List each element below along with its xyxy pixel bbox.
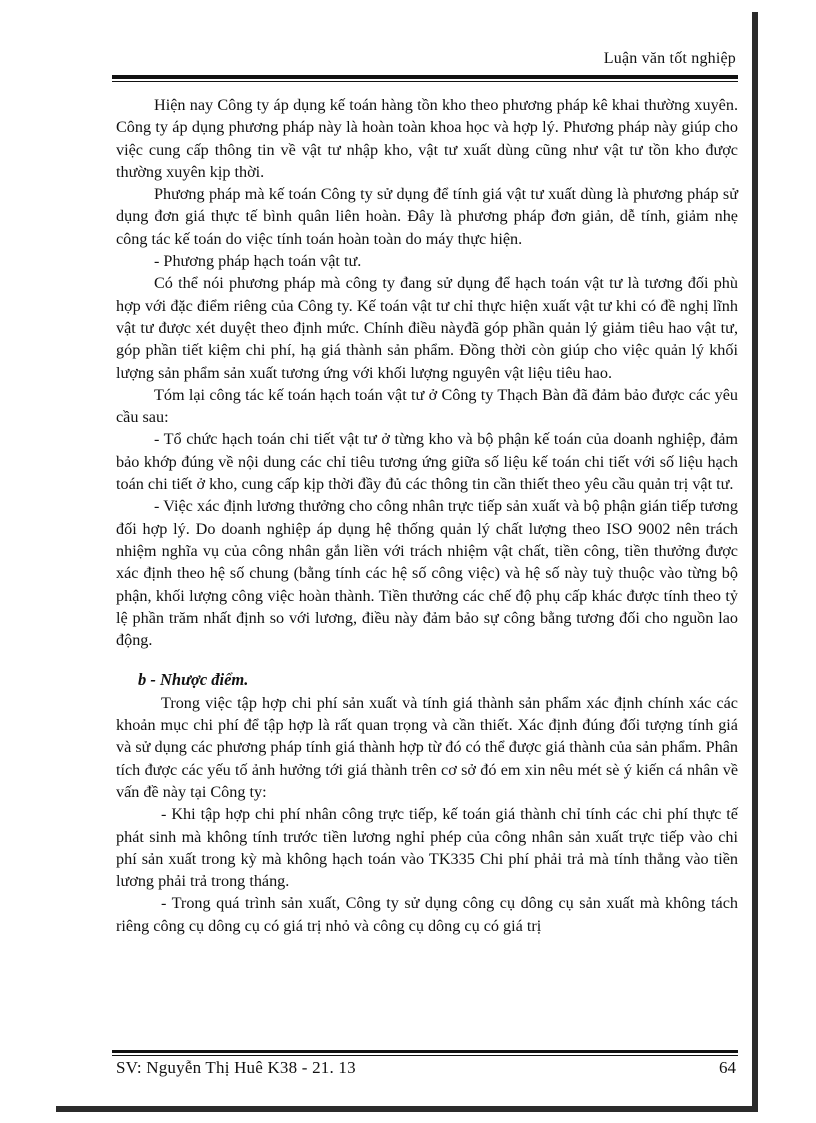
footer-rule-thick (112, 1050, 738, 1053)
header-title: Luận văn tốt nghiệp (603, 50, 736, 67)
section-gap (116, 651, 738, 669)
paragraph-10: - Trong quá trình sản xuất, Công ty sử dụng công cụ dông cụ sản xuất mà không tách riêng công cụ dông cụ có giá trị nhỏ và công cụ dông cụ có giá trị (116, 894, 738, 935)
footer-student-info: SV: Nguyễn Thị Huê K38 - 21. 13 (116, 1058, 356, 1077)
section-heading: b - Nhược điểm. (138, 670, 249, 690)
paragraph-7: - Việc xác định lương thưởng cho công nhân trực tiếp sản xuất và bộ phận gián tiếp tương đối hợp lý. Do doanh nghiệp áp dụng hệ thống quản lý chất lượng theo ISO 9002 nên trách nhiệm nghĩa vụ của công nhân gắn liền với trách nhiệm vật chất, tiền công, tiền thưởng được xác định theo hệ số chung (bằng tính các hệ số công việc) và hệ số này tuỳ thuộc vào từng bộ phận, khối lượng công việc hoàn thành. Tiền thưởng các chế độ phụ cấp khác được tính theo tỷ lệ phần trăm nhất định so với lương, điều này đảm bảo sự công bằng tương đối cho nguồn lao động. (116, 497, 738, 650)
paragraph-6: - Tổ chức hạch toán chi tiết vật tư ở từng kho và bộ phận kế toán của doanh nghiệp, đảm bảo khớp đúng về nội dung các chỉ tiêu tương ứng giữa số liệu kế toán chi tiết với số liệu hạch toán chi tiết ở kho, cung cấp kịp thời đầy đủ các thông tin cần thiết theo yêu cầu quản trị vật tư. (116, 430, 738, 494)
header-rule-thin (112, 81, 738, 82)
body-content (116, 94, 738, 937)
footer-rule-thin (112, 1055, 738, 1056)
header-rule-thick (112, 75, 738, 79)
paragraph-4: Có thể nói phương pháp mà công ty đang sử dụng để hạch toán vật tư là tương đối phù hợp với đặc điểm riêng của Công ty. Kế toán vật tư chỉ thực hiện xuất vật tư khi có đề nghị lĩnh vật tư được xét duyệt theo định mức. Chính điều nàyđã góp phần quản lý giảm tiêu hao vật tư, góp phần tiết kiệm chi phí, hạ giá thành sản phẩm. Đồng thời còn giúp cho việc quản lý khối lượng sản phẩm sản xuất tương ứng với khối lượng nguyên vật liệu tiêu hao. (116, 274, 738, 382)
paragraph-2: Phương pháp mà kế toán Công ty sử dụng để tính giá vật tư xuất dùng là phương pháp sử dụng đơn giá thực tế bình quân liên hoàn. Đây là phương pháp đơn giản, dễ tính, giảm nhẹ công tác kế toán do việc tính toán hoàn toàn do máy thực hiện. (116, 185, 738, 248)
paragraph-8: Trong việc tập hợp chi phí sản xuất và tính giá thành sản phẩm xác định chính xác các khoản mục chi phí để tập hợp là rất quan trọng và cần thiết. Xác định đúng đối tượng tính giá và sử dụng các phương pháp tính giá thành hợp từ đó có thể được giá thành của sản phẩm. Phân tích được các yếu tố ảnh hưởng tới giá thành trên cơ sở đó em xin nêu mét sè ý kiến cá nhân về vấn đề này tại Công ty: (116, 693, 738, 801)
paragraph-5: Tóm lại công tác kế toán hạch toán vật tư ở Công ty Thạch Bàn đã đảm bảo được các yêu cầu sau: (116, 385, 738, 427)
paragraph-9: - Khi tập hợp chi phí nhân công trực tiếp, kế toán giá thành chỉ tính các chi phí thực tế phát sinh mà không tính trước tiền lương nghỉ phép của công nhân sản xuất trực tiếp vào chi phí sản xuất trong kỳ mà không hạch toán vào TK335 Chi phí phải trả mà tính thẳng vào tiền lương phải trả trong tháng. (116, 805, 738, 891)
paragraph-1: Hiện nay Công ty áp dụng kế toán hàng tồn kho theo phương pháp kê khai thường xuyên. Công ty áp dụng phương pháp này là hoàn toàn khoa học và hợp lý. Phương pháp này giúp cho việc cung cấp thông tin về vật tư nhập kho, vật tư xuất dùng cũng như vật tư tồn kho được thường xuyên kịp thời. (116, 96, 738, 181)
paragraph-3: - Phương pháp hạch toán vật tư. (154, 252, 362, 271)
footer-page-number: 64 (719, 1058, 736, 1077)
